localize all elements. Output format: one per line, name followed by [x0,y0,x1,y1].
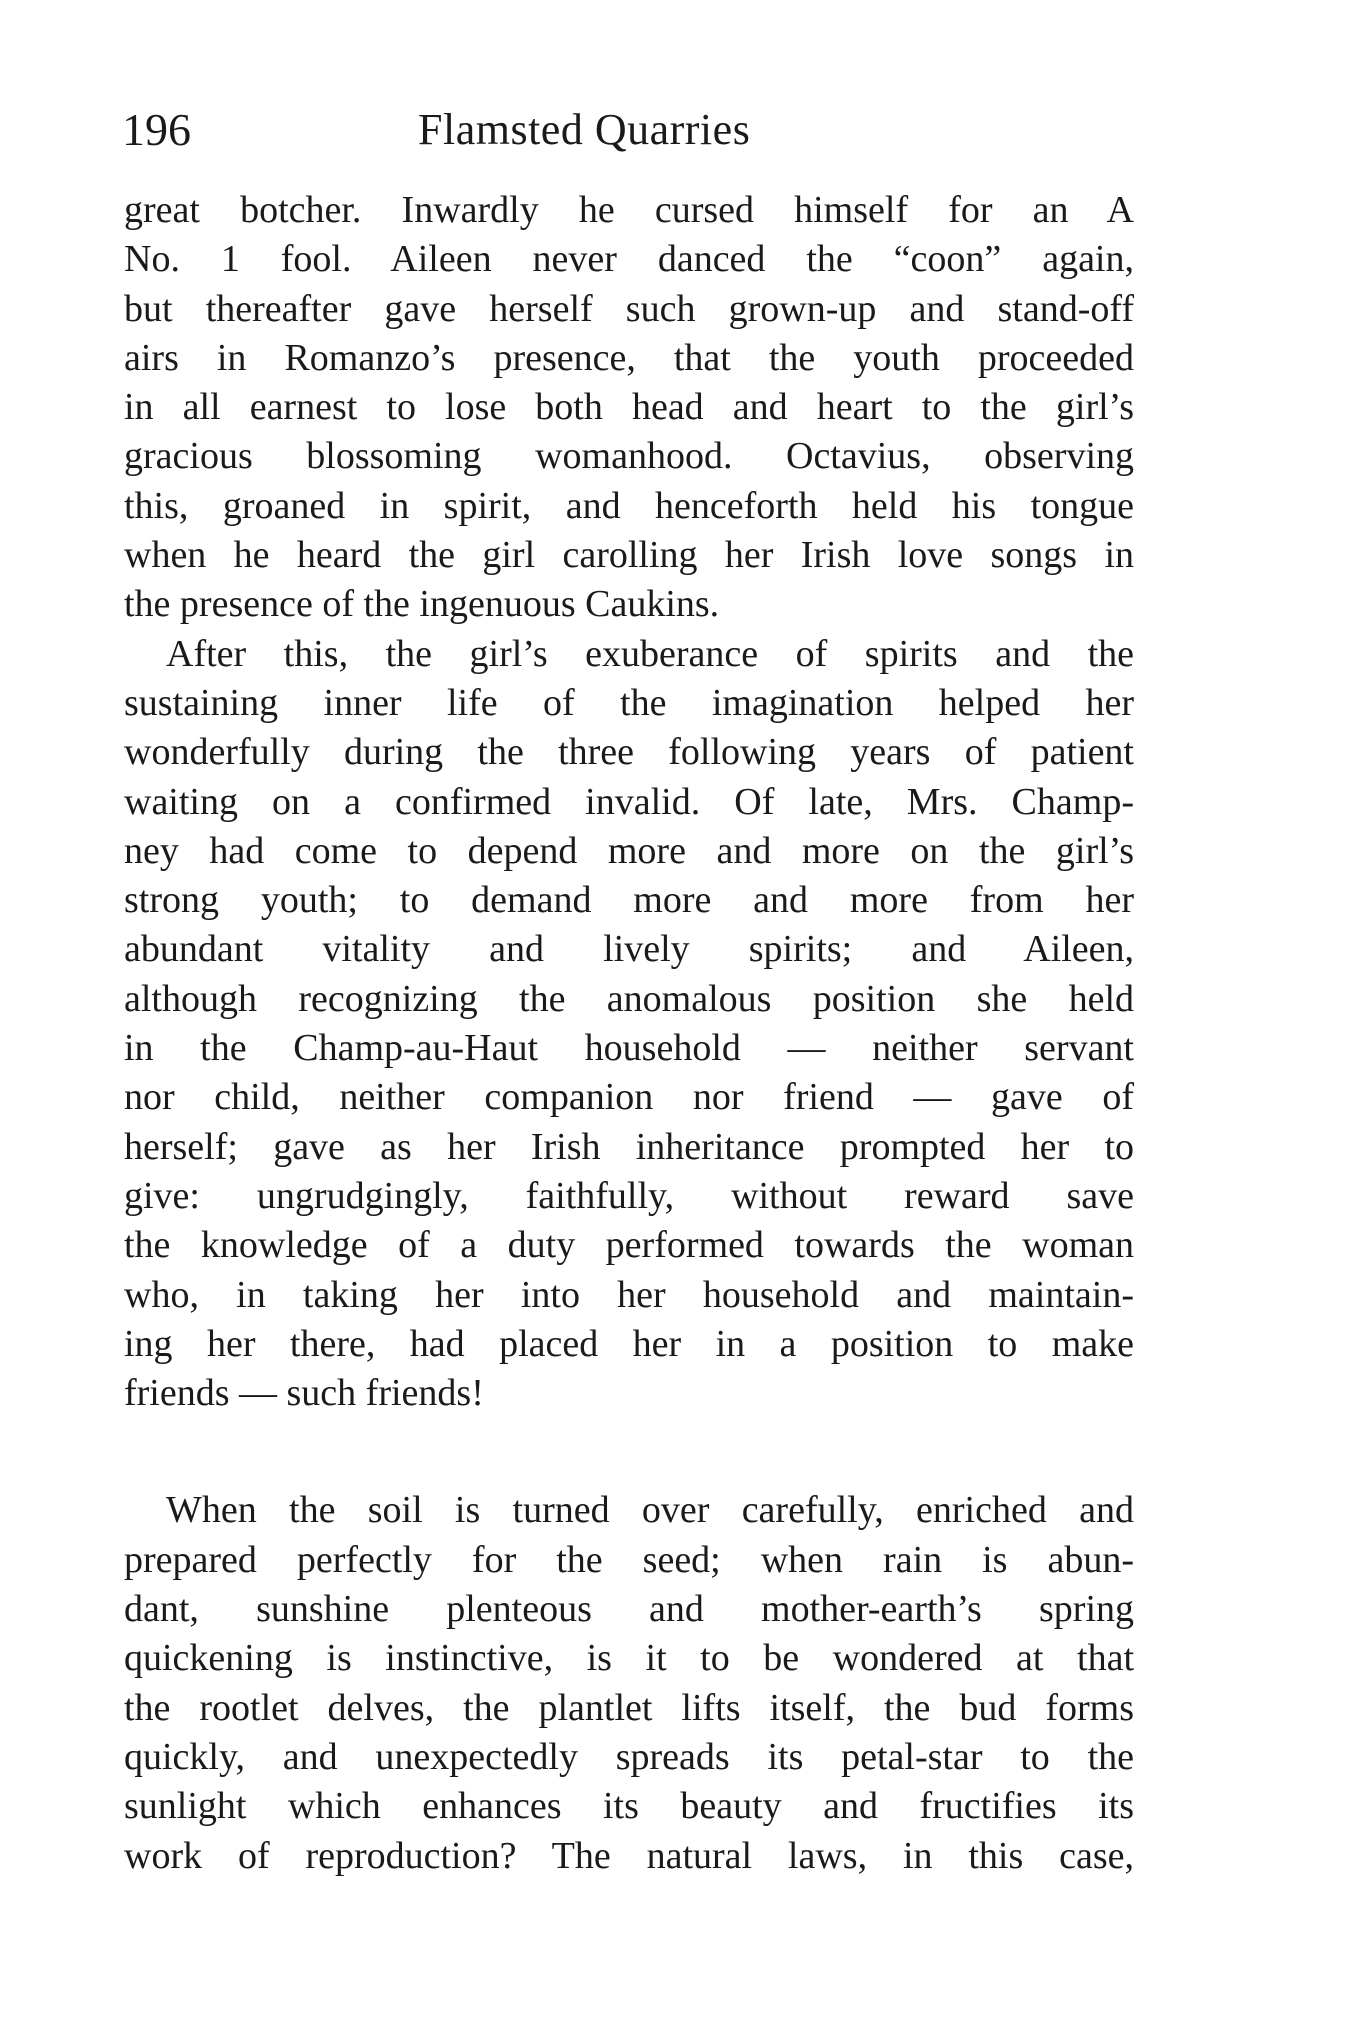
text-line: No. 1 fool. Aileen never danced the “coon” again, [124,238,1134,281]
text-line: nor child, neither companion nor friend — gave of [124,1076,1134,1119]
paragraph-1 [124,186,1134,630]
text-line: After this, the girl’s exuberance of spirits and the [166,632,1134,675]
paragraph-2 [124,630,1134,1419]
text-line: in all earnest to lose both head and heart to the girl’s [124,386,1134,429]
text-line: ney had come to depend more and more on the girl’s [124,829,1134,872]
body-text [124,186,1134,1881]
section-break [124,1418,1134,1486]
text-line: airs in Romanzo’s presence, that the youth proceeded [124,336,1134,379]
text-line: herself; gave as her Irish inheritance prompted her to [124,1125,1134,1168]
text-line: when he heard the girl carolling her Irish love songs in [124,534,1134,577]
text-line: the presence of the ingenuous Caukins. [124,583,720,626]
text-line: great botcher. Inwardly he cursed himself for an A [124,189,1134,231]
paragraph-3 [124,1486,1134,1880]
text-line: strong youth; to demand more and more from her [124,879,1134,922]
text-line: wonderfully during the three following years of patient [124,731,1134,774]
text-line: in the Champ-au-Haut household — neither servant [124,1027,1134,1070]
text-line: When the soil is turned over carefully, enriched and [166,1489,1134,1532]
text-line: although recognizing the anomalous position she held [124,977,1134,1020]
text-line: sunlight which enhances its beauty and fructifies its [124,1785,1134,1828]
text-line: dant, sunshine plenteous and mother-earth’s spring [124,1588,1134,1631]
text-line: quickening is instinctive, is it to be wondered at that [124,1637,1134,1680]
text-line: give: ungrudgingly, faithfully, without reward save [124,1174,1134,1217]
text-line: the knowledge of a duty performed towards the woman [124,1224,1134,1267]
text-line: gracious blossoming womanhood. Octavius, observing [124,435,1134,478]
text-line: abundant vitality and lively spirits; and Aileen, [124,928,1134,971]
text-line: but thereafter gave herself such grown-up and stand-off [124,287,1134,330]
text-line: who, in taking her into her household and maintain- [124,1273,1134,1316]
text-line: this, groaned in spirit, and henceforth held his tongue [124,484,1134,527]
running-title: Flamsted Quarries [418,105,751,154]
text-line: waiting on a confirmed invalid. Of late, Mrs. Champ- [124,780,1134,823]
text-line: the rootlet delves, the plantlet lifts itself, the bud forms [124,1686,1134,1729]
text-line: quickly, and unexpectedly spreads its petal-star to the [124,1735,1134,1778]
text-line: prepared perfectly for the seed; when rain is abun- [124,1538,1134,1581]
text-line: friends — such friends! [124,1372,484,1415]
page-header [122,100,1132,170]
page-number: 196 [122,104,191,155]
text-line: work of reproduction? The natural laws, in this case, [124,1834,1134,1877]
text-line: sustaining inner life of the imagination helped her [124,681,1134,724]
text-line: ing her there, had placed her in a position to make [124,1322,1134,1365]
